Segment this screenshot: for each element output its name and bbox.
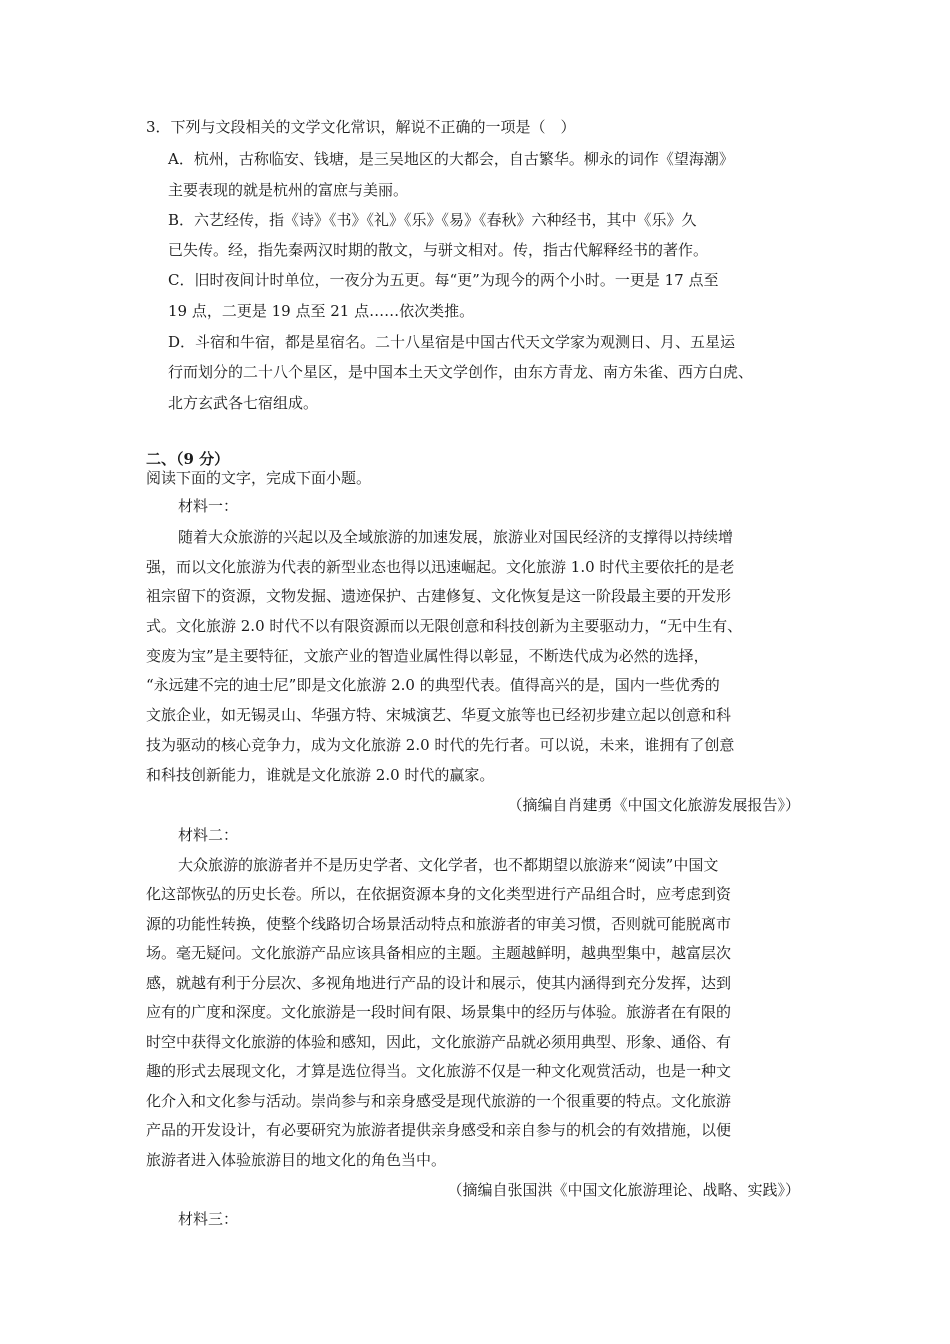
- material-2-source: （摘编自张国洪《中国文化旅游理论、战略、实践》）: [447, 1181, 800, 1199]
- material-1-label: 材料一：: [178, 497, 239, 515]
- option-c-line-1: C．旧时夜间计时单位，一夜分为五更。每“更”为现今的两个小时。一更是 17 点至: [168, 271, 719, 289]
- question-3-stem: 3．下列与文段相关的文学文化常识，解说不正确的一项是（ ）: [146, 118, 576, 136]
- material-1-source: （摘编自肖建勇《中国文化旅游发展报告》）: [507, 796, 800, 814]
- option-d-line-3: 北方玄武各七宿组成。: [168, 394, 319, 412]
- material-1-line: 强，而以文化旅游为代表的新型业态也得以迅速崛起。文化旅游 1.0 时代主要依托的是老: [146, 558, 735, 576]
- material-2-line: 感，就越有利于分层次、多视角地进行产品的设计和展示，使其内涵得到充分发挥，达到: [146, 974, 732, 992]
- option-b-line-1: B．六艺经传，指《诗》《书》《礼》《乐》《易》《春秋》六种经书，其中《乐》久: [168, 211, 697, 229]
- material-1-line: 技为驱动的核心竞争力，成为文化旅游 2.0 时代的先行者。可以说，未来，谁拥有了创意: [146, 736, 735, 754]
- section-2-heading: 二、（9 分）: [146, 450, 230, 468]
- option-d-line-2: 行而划分的二十八个星区，是中国本土天文学创作，由东方青龙、南方朱雀、西方白虎、: [168, 363, 754, 381]
- material-1-line: “永远建不完的迪士尼”即是文化旅游 2.0 的典型代表。值得高兴的是，国内一些优秀的: [146, 676, 720, 694]
- material-1-line: 和科技创新能力，谁就是文化旅游 2.0 时代的赢家。: [146, 766, 495, 784]
- material-1-line: 随着大众旅游的兴起以及全域旅游的加速发展，旅游业对国民经济的支撑得以持续增: [178, 528, 734, 546]
- material-2-line: 产品的开发设计，有必要研究为旅游者提供亲身感受和亲自参与的机会的有效措施，以便: [146, 1121, 732, 1139]
- material-2-line: 场。毫无疑问。文化旅游产品应该具备相应的主题。主题越鲜明，越典型集中，越富层次: [146, 944, 732, 962]
- material-2-line: 大众旅游的旅游者并不是历史学者、文化学者，也不都期望以旅游来“阅读”中国文: [178, 856, 719, 874]
- material-2-line: 时空中获得文化旅游的体验和感知，因此，文化旅游产品就必须用典型、形象、通俗、有: [146, 1033, 732, 1051]
- option-a-line-1: A．杭州，古称临安、钱塘，是三吴地区的大都会，自古繁华。柳永的词作《望海潮》: [168, 150, 734, 168]
- material-2-line: 旅游者进入体验旅游目的地文化的角色当中。: [146, 1151, 447, 1169]
- option-d-line-1: D．斗宿和牛宿，都是星宿名。二十八星宿是中国古代天文学家为观测日、月、五星运: [168, 333, 736, 351]
- material-2-line: 趣的形式去展现文化，才算是选位得当。文化旅游不仅是一种文化观赏活动，也是一种文: [146, 1062, 732, 1080]
- material-1-line: 文旅企业，如无锡灵山、华强方特、宋城演艺、华夏文旅等也已经初步建立起以创意和科: [146, 706, 732, 724]
- material-2-label: 材料二：: [178, 826, 239, 844]
- material-1-line: 祖宗留下的资源，文物发掘、遗迹保护、古建修复、文化恢复是这一阶段最主要的开发形: [146, 587, 732, 605]
- material-1-line: 式。文化旅游 2.0 时代不以有限资源而以无限创意和科技创新为主要驱动力，“无中生有、: [146, 617, 743, 635]
- section-2-instruction: 阅读下面的文字，完成下面小题。: [146, 469, 372, 487]
- option-c-line-2: 19 点，二更是 19 点至 21 点……依次类推。: [168, 302, 475, 320]
- material-1-line: 变废为宝”是主要特征，文旅产业的智造业属性得以彰显，不断迭代成为必然的选择，: [146, 647, 709, 665]
- material-2-line: 应有的广度和深度。文化旅游是一段时间有限、场景集中的经历与体验。旅游者在有限的: [146, 1003, 732, 1021]
- material-2-line: 化介入和文化参与活动。崇尚参与和亲身感受是现代旅游的一个很重要的特点。文化旅游: [146, 1092, 732, 1110]
- material-2-line: 化这部恢弘的历史长卷。所以，在依据资源本身的文化类型进行产品组合时，应考虑到资: [146, 885, 732, 903]
- option-b-line-2: 已失传。经，指先秦两汉时期的散文，与骈文相对。传，指古代解释经书的著作。: [168, 241, 709, 259]
- option-a-line-2: 主要表现的就是杭州的富庶与美丽。: [168, 181, 409, 199]
- material-2-line: 源的功能性转换，使整个线路切合场景活动特点和旅游者的审美习惯，否则就可能脱离市: [146, 915, 732, 933]
- material-3-label: 材料三：: [178, 1210, 239, 1228]
